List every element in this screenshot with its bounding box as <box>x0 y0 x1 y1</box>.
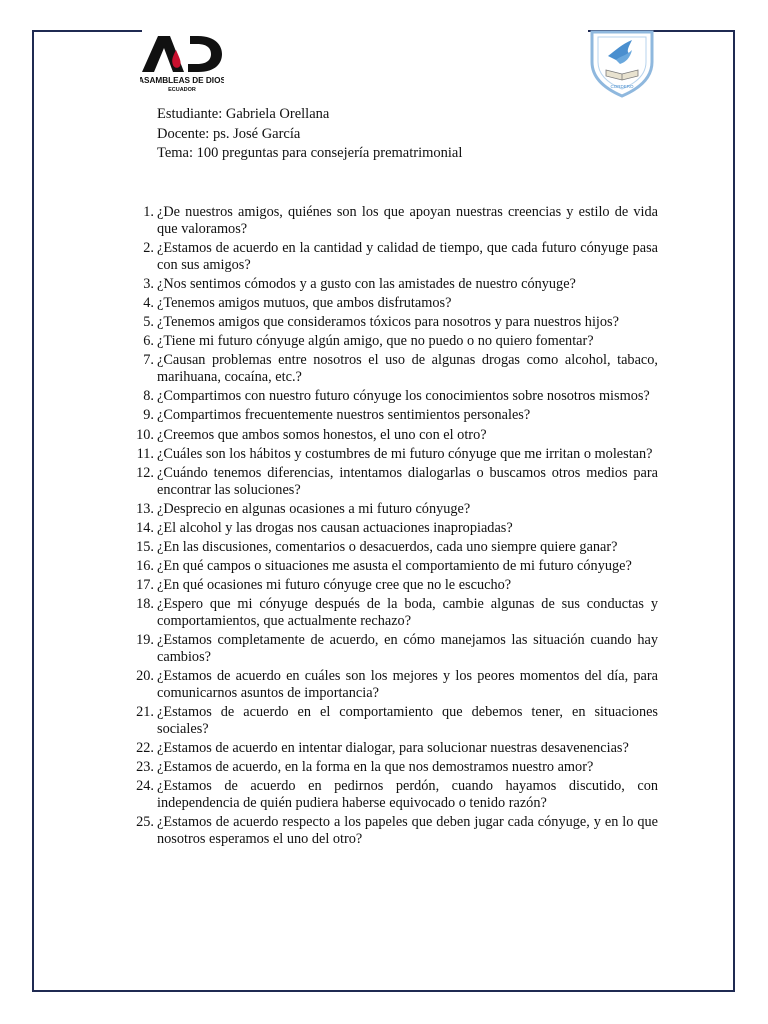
question-number: 2. <box>143 240 154 256</box>
question-item <box>127 446 658 463</box>
question-text: ¿Estamos de acuerdo respecto a los papeles que deben jugar cada cónyuge, y en lo que nosotros esperamos el uno del otro? <box>157 814 658 848</box>
question-text: ¿Estamos de acuerdo en pedirnos perdón, cuando hayamos discutido, con independencia de quién pudiera haberse equivocado o tenido razón? <box>157 778 658 812</box>
question-item <box>127 558 658 575</box>
question-number: 8. <box>143 388 154 405</box>
document-header <box>157 105 462 164</box>
question-text: ¿Estamos completamente de acuerdo, en cómo manejamos las situación cuando hay cambios? <box>157 632 658 666</box>
question-number: 23. <box>136 759 154 776</box>
question-item <box>127 740 658 757</box>
question-number: 9. <box>143 407 154 424</box>
teacher-line: Docente: ps. José García <box>157 125 301 142</box>
question-number: 20. <box>136 668 154 685</box>
question-number: 6. <box>143 333 154 350</box>
question-item <box>127 333 658 350</box>
question-number: 17. <box>136 577 154 594</box>
question-text: ¿Causan problemas entre nosotros el uso de algunas drogas como alcohol, tabaco, marihuana, cocaína, etc.? <box>157 352 658 386</box>
question-text: ¿El alcohol y las drogas nos causan actuaciones inapropiadas? <box>157 519 513 536</box>
question-item <box>127 501 658 518</box>
question-number: 10. <box>136 426 154 443</box>
question-item <box>127 314 658 331</box>
question-text: ¿Estamos de acuerdo, en la forma en la que nos demostramos nuestro amor? <box>157 759 594 776</box>
question-item <box>127 407 658 424</box>
question-text: ¿Tiene mi futuro cónyuge algún amigo, que no puedo o no quiero fomentar? <box>157 333 594 350</box>
question-item <box>127 276 658 293</box>
logo-text-line1: ASAMBLEAS DE DIOS <box>140 76 224 85</box>
question-number: 11. <box>136 445 154 462</box>
shield-caption: CORDERO <box>610 84 634 89</box>
question-number: 19. <box>136 632 154 649</box>
question-text: ¿Estamos de acuerdo en el comportamiento que debemos tener, en situaciones sociales? <box>157 704 658 738</box>
question-number: 13. <box>136 500 154 517</box>
question-item <box>127 388 658 405</box>
question-number: 3. <box>143 276 154 292</box>
question-number: 18. <box>136 596 154 613</box>
question-number: 16. <box>136 558 154 575</box>
question-text: ¿Cuáles son los hábitos y costumbres de mi futuro cónyuge que me irritan o molestan? <box>157 445 653 462</box>
question-number: 4. <box>143 295 154 312</box>
question-item <box>127 577 658 594</box>
question-text: ¿Nos sentimos cómodos y a gusto con las amistades de nuestro cónyuge? <box>157 276 576 292</box>
question-item <box>127 759 658 776</box>
question-text: ¿Cuándo tenemos diferencias, intentamos dialogarlas o buscamos otros medios para encontrar las soluciones? <box>157 464 658 498</box>
question-item <box>127 520 658 537</box>
question-number: 21. <box>136 704 154 721</box>
question-item <box>127 668 658 702</box>
question-number: 15. <box>136 538 154 555</box>
question-number: 14. <box>136 519 154 536</box>
question-item <box>127 240 658 274</box>
question-number: 1. <box>143 204 154 220</box>
question-text: ¿Tenemos amigos mutuos, que ambos disfrutamos? <box>157 295 452 312</box>
question-item <box>127 596 658 630</box>
question-item <box>127 465 658 499</box>
question-text: ¿En qué campos o situaciones me asusta el comportamiento de mi futuro cónyuge? <box>157 558 632 575</box>
question-number: 24. <box>136 778 154 795</box>
question-text: ¿De nuestros amigos, quiénes son los que apoyan nuestras creencias y estilo de vida que valoramos? <box>157 204 658 237</box>
question-text: ¿Estamos de acuerdo en intentar dialogar, para solucionar nuestras desavenencias? <box>157 740 629 757</box>
asambleas-de-dios-logo <box>140 32 224 94</box>
question-item <box>127 814 658 848</box>
question-text: ¿En qué ocasiones mi futuro cónyuge cree que no le escucho? <box>157 577 512 594</box>
question-item <box>127 539 658 556</box>
question-text: ¿Creemos que ambos somos honestos, el uno con el otro? <box>157 426 487 443</box>
question-text: ¿Tenemos amigos que consideramos tóxicos para nosotros y para nuestros hijos? <box>157 314 619 331</box>
question-number: 12. <box>136 464 154 481</box>
seminary-shield-logo <box>586 26 658 98</box>
question-item <box>127 295 658 312</box>
question-item <box>127 352 658 386</box>
question-item <box>127 704 658 738</box>
questions-list <box>127 204 658 850</box>
question-item <box>127 778 658 812</box>
question-text: ¿En las discusiones, comentarios o desacuerdos, cada uno siempre quiere ganar? <box>157 538 618 555</box>
topic-line: Tema: 100 preguntas para consejería prematrimonial <box>157 145 463 161</box>
question-number: 7. <box>143 352 154 369</box>
logo-text-line2: ECUADOR <box>168 87 196 93</box>
question-text: ¿Estamos de acuerdo en la cantidad y calidad de tiempo, que cada futuro cónyuge pasa con sus amigos? <box>157 240 658 273</box>
question-item <box>127 204 658 238</box>
student-line: Estudiante: Gabriela Orellana <box>157 106 330 122</box>
question-number: 5. <box>143 314 154 331</box>
question-item <box>127 632 658 666</box>
question-number: 25. <box>136 814 154 831</box>
question-text: ¿Espero que mi cónyuge después de la boda, cambie algunas de sus conductas y comportamientos, que actualmente rechazo? <box>157 596 658 630</box>
question-text: ¿Compartimos con nuestro futuro cónyuge los conocimientos sobre nosotros mismos? <box>157 388 650 405</box>
question-text: ¿Compartimos frecuentemente nuestros sentimientos personales? <box>157 407 531 424</box>
question-text: ¿Estamos de acuerdo en cuáles son los mejores y los peores momentos del día, para comunicarnos asuntos de importancia? <box>157 668 658 702</box>
question-text: ¿Desprecio en algunas ocasiones a mi futuro cónyuge? <box>157 500 471 517</box>
question-item <box>127 427 658 444</box>
question-number: 22. <box>136 740 154 757</box>
